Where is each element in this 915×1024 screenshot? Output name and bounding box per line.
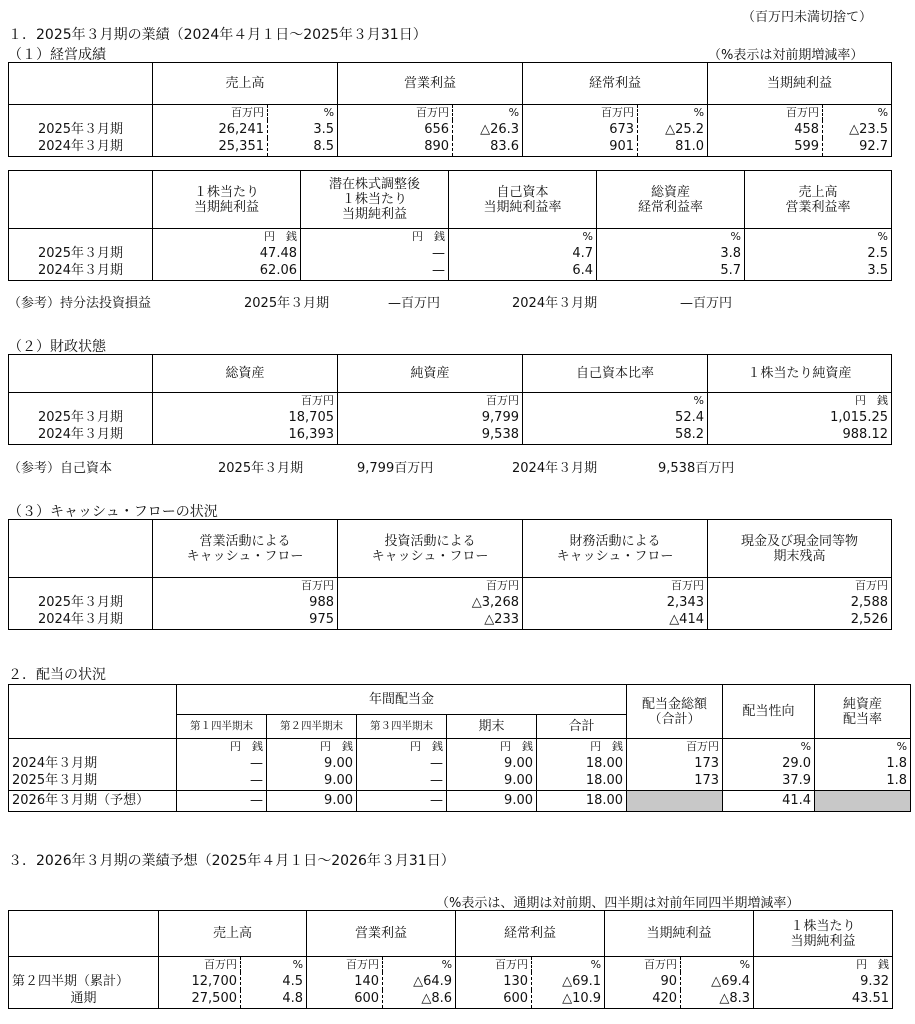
cell: 9.00 xyxy=(267,754,357,772)
table-row xyxy=(9,790,911,811)
cell: — xyxy=(357,754,447,772)
table-row xyxy=(9,990,893,1008)
cell: 12,700 xyxy=(191,973,237,989)
unit-cell: 円 銭 xyxy=(153,229,301,245)
unit-cell: 百万円 xyxy=(153,105,268,121)
unit-cell: 百万円 xyxy=(523,578,708,594)
table-row xyxy=(9,244,892,262)
equity-ref-period2: 2024年３月期 xyxy=(512,461,598,476)
cell: 599 xyxy=(708,138,823,156)
cell: 1.8 xyxy=(815,754,911,772)
unit-cell: 百万円 xyxy=(153,578,338,594)
cell: 988.12 xyxy=(708,426,892,444)
cell: 458 xyxy=(794,121,820,137)
cell: 173 xyxy=(627,754,723,772)
header-total-assets: 総資産 xyxy=(153,355,338,393)
header-forecast-operating-profit: 営業利益 xyxy=(307,911,456,957)
cell: 600 xyxy=(456,990,532,1008)
cell: — xyxy=(177,790,267,811)
cell: 600 xyxy=(307,990,383,1008)
cell: 988 xyxy=(153,593,338,611)
cell: △233 xyxy=(338,611,523,629)
unit-cell: 百万円 xyxy=(153,393,338,409)
cell: 92.7 xyxy=(823,138,892,156)
cell: 18,705 xyxy=(153,408,338,426)
cell: 2,588 xyxy=(708,593,892,611)
row-label: 2025年３月期 xyxy=(9,120,153,138)
unit-cell: 百万円 xyxy=(204,958,237,971)
unit-cell: 百万円 xyxy=(338,578,523,594)
cell: 656 xyxy=(424,121,450,137)
header-forecast-sales: 売上高 xyxy=(159,911,307,957)
header-financing-cf: 財務活動による キャッシュ・フロー xyxy=(523,520,708,578)
cell: 58.2 xyxy=(523,426,708,444)
row-label: 2026年３月期（予想） xyxy=(9,790,177,811)
cell xyxy=(815,790,911,811)
cell: 43.51 xyxy=(754,990,893,1008)
cell: △64.9 xyxy=(383,972,456,990)
table-row xyxy=(9,754,911,772)
row-label: 2025年３月期 xyxy=(9,408,153,426)
cell: 18.00 xyxy=(537,790,627,811)
unit-cell: 百万円 xyxy=(495,958,529,971)
header-operating-profit: 営業利益 xyxy=(338,63,523,105)
cell: 18.00 xyxy=(537,772,627,790)
cell: 18.00 xyxy=(537,754,627,772)
cell: 26,241 xyxy=(218,121,264,137)
cell: 4.5 xyxy=(241,972,307,990)
cell: 9,538 xyxy=(338,426,523,444)
unit-cell: % xyxy=(241,957,307,973)
cell: 25,351 xyxy=(153,138,268,156)
unit-cell: 百万円 xyxy=(416,106,450,119)
dividends-table xyxy=(8,684,911,812)
table-row xyxy=(9,611,892,629)
cell: 173 xyxy=(627,772,723,790)
row-label: 2024年３月期 xyxy=(9,754,177,772)
equity-ref-label: （参考）自己資本 xyxy=(8,461,113,476)
equity-method-ref-period2: 2024年３月期 xyxy=(512,296,598,311)
forecast-title: ３．2026年３月期の業績予想（2025年４月１日～2026年３月31日） xyxy=(8,853,455,869)
header-sales: 売上高 xyxy=(153,63,338,105)
cell: 27,500 xyxy=(159,990,241,1008)
cell: 2,343 xyxy=(523,593,708,611)
operating-results-note: （%表示は対前期増減率） xyxy=(708,48,864,63)
cell: 47.48 xyxy=(153,244,301,262)
unit-cell: 百万円 xyxy=(786,106,820,119)
table-row xyxy=(9,426,892,444)
unit-cell: 百万円 xyxy=(627,739,723,755)
table-row xyxy=(9,972,893,990)
cell: 673 xyxy=(609,121,635,137)
cell: 975 xyxy=(153,611,338,629)
cell: 2.5 xyxy=(745,244,892,262)
unit-cell: 百万円 xyxy=(601,106,635,119)
header-ordinary-profit: 経常利益 xyxy=(523,63,708,105)
cell: 4.7 xyxy=(449,244,597,262)
header-roa: 総資産 経常利益率 xyxy=(597,171,745,229)
cell: 140 xyxy=(354,973,380,989)
cell: — xyxy=(301,262,449,280)
header-investing-cf: 投資活動による キャッシュ・フロー xyxy=(338,520,523,578)
cell: 4.8 xyxy=(241,990,307,1008)
cell: 901 xyxy=(523,138,638,156)
cell: 9.00 xyxy=(267,790,357,811)
row-label: 通期 xyxy=(9,990,159,1008)
equity-method-ref-value1: —百万円 xyxy=(388,296,441,311)
header-forecast-eps: １株当たり 当期純利益 xyxy=(754,911,893,957)
header-dividend-on-equity: 純資産 配当率 xyxy=(815,685,911,739)
unit-cell: % xyxy=(383,957,456,973)
table-row xyxy=(9,138,892,156)
header-forecast-ordinary-profit: 経常利益 xyxy=(456,911,605,957)
cell: 9.00 xyxy=(447,790,537,811)
unit-cell: % xyxy=(815,739,911,755)
equity-method-ref-period1: 2025年３月期 xyxy=(244,296,330,311)
cell: 1.8 xyxy=(815,772,911,790)
cell: 81.0 xyxy=(638,138,708,156)
cell: △8.3 xyxy=(681,990,754,1008)
cell: 890 xyxy=(338,138,453,156)
header-roe: 自己資本 当期純利益率 xyxy=(449,171,597,229)
cell: — xyxy=(177,772,267,790)
cell: — xyxy=(177,754,267,772)
dividends-title: ２．配当の状況 xyxy=(8,667,106,683)
header-q1: 第１四半期末 xyxy=(177,715,267,739)
cell: 130 xyxy=(503,973,529,989)
cell: 6.4 xyxy=(449,262,597,280)
unit-cell: % xyxy=(823,105,892,121)
header-cash-balance: 現金及び現金同等物 期末残高 xyxy=(708,520,892,578)
cell: △3,268 xyxy=(338,593,523,611)
cell: 90 xyxy=(660,973,678,989)
cell: 9.00 xyxy=(447,772,537,790)
unit-cell: % xyxy=(597,229,745,245)
table-row xyxy=(9,120,892,138)
header-year-end: 期末 xyxy=(447,715,537,739)
equity-ref-period1: 2025年３月期 xyxy=(218,461,304,476)
cell: △25.2 xyxy=(638,120,708,138)
cell: △26.3 xyxy=(453,120,523,138)
header-q3: 第３四半期末 xyxy=(357,715,447,739)
row-label: 2025年３月期 xyxy=(9,772,177,790)
unit-cell: 円 銭 xyxy=(708,393,892,409)
unit-cell: % xyxy=(745,229,892,245)
header-eps: １株当たり 当期純利益 xyxy=(153,171,301,229)
cell: 3.8 xyxy=(597,244,745,262)
unit-cell: 百万円 xyxy=(346,958,380,971)
cell: 9.32 xyxy=(754,972,893,990)
row-label: 2024年３月期 xyxy=(9,262,153,280)
cell: △23.5 xyxy=(823,120,892,138)
unit-cell: 円 銭 xyxy=(537,739,627,755)
forecast-note: （%表示は、通期は対前期、四半期は対前年同四半期増減率） xyxy=(436,896,800,911)
per-share-table xyxy=(8,170,892,281)
cell: 9.00 xyxy=(447,754,537,772)
table-row xyxy=(9,262,892,280)
unit-cell: 円 銭 xyxy=(177,739,267,755)
cell: 37.9 xyxy=(723,772,815,790)
row-label: 2024年３月期 xyxy=(9,138,153,156)
cash-flow-title: （３）キャッシュ・フローの状況 xyxy=(8,504,218,520)
unit-cell: % xyxy=(638,105,708,121)
row-label: 第２四半期（累計） xyxy=(9,972,159,990)
header-diluted-eps: 潜在株式調整後 １株当たり 当期純利益 xyxy=(301,171,449,229)
cell: 2,526 xyxy=(708,611,892,629)
row-label: 2024年３月期 xyxy=(9,426,153,444)
header-net-assets: 純資産 xyxy=(338,355,523,393)
financial-position-title: （２）財政状態 xyxy=(8,339,106,355)
equity-ref-value1: 9,799百万円 xyxy=(357,461,434,476)
unit-cell: % xyxy=(449,229,597,245)
unit-cell: 円 銭 xyxy=(357,739,447,755)
cell: △10.9 xyxy=(532,990,605,1008)
cash-flow-table xyxy=(8,519,892,630)
cell: △69.4 xyxy=(681,972,754,990)
table-row xyxy=(9,772,911,790)
unit-note: （百万円未満切捨て） xyxy=(742,10,873,25)
header-forecast-net-income: 当期純利益 xyxy=(605,911,754,957)
unit-cell: % xyxy=(523,393,708,409)
unit-cell: % xyxy=(532,957,605,973)
cell xyxy=(627,790,723,811)
header-q2: 第２四半期末 xyxy=(267,715,357,739)
header-equity-ratio: 自己資本比率 xyxy=(523,355,708,393)
unit-cell: % xyxy=(723,739,815,755)
cell: 52.4 xyxy=(523,408,708,426)
header-net-income: 当期純利益 xyxy=(708,63,892,105)
cell: 3.5 xyxy=(745,262,892,280)
header-payout-ratio: 配当性向 xyxy=(723,685,815,739)
section1-title: １．2025年３月期の業績（2024年４月１日～2025年３月31日） xyxy=(8,27,427,43)
header-total: 合計 xyxy=(537,715,627,739)
header-operating-margin: 売上高 営業利益率 xyxy=(745,171,892,229)
operating-results-table xyxy=(8,62,892,157)
row-label: 2025年３月期 xyxy=(9,593,153,611)
unit-cell: 円 銭 xyxy=(754,957,893,973)
unit-cell: % xyxy=(268,105,338,121)
cell: 29.0 xyxy=(723,754,815,772)
unit-cell: 百万円 xyxy=(338,393,523,409)
cell: 62.06 xyxy=(153,262,301,280)
operating-results-title: （１）経営成績 xyxy=(8,47,106,63)
cell: △414 xyxy=(523,611,708,629)
unit-cell: 円 銭 xyxy=(267,739,357,755)
cell: 3.5 xyxy=(268,120,338,138)
unit-cell: 百万円 xyxy=(644,958,678,971)
unit-cell: 円 銭 xyxy=(301,229,449,245)
unit-cell: % xyxy=(453,105,523,121)
cell: 420 xyxy=(605,990,681,1008)
cell: 16,393 xyxy=(153,426,338,444)
unit-cell: 円 銭 xyxy=(447,739,537,755)
table-row xyxy=(9,408,892,426)
cell: 5.7 xyxy=(597,262,745,280)
cell: 9.00 xyxy=(267,772,357,790)
cell: 8.5 xyxy=(268,138,338,156)
header-annual-dividends: 年間配当金 xyxy=(177,685,627,715)
table-row xyxy=(9,593,892,611)
row-label: 2024年３月期 xyxy=(9,611,153,629)
header-total-dividends: 配当金総額 （合計） xyxy=(627,685,723,739)
header-bps: １株当たり純資産 xyxy=(708,355,892,393)
cell: △69.1 xyxy=(532,972,605,990)
equity-method-ref-label: （参考）持分法投資損益 xyxy=(8,296,152,311)
cell: 41.4 xyxy=(723,790,815,811)
cell: 9,799 xyxy=(338,408,523,426)
cell: 1,015.25 xyxy=(708,408,892,426)
cell: — xyxy=(301,244,449,262)
unit-cell: % xyxy=(681,957,754,973)
equity-ref-value2: 9,538百万円 xyxy=(658,461,735,476)
cell: 83.6 xyxy=(453,138,523,156)
cell: — xyxy=(357,790,447,811)
forecast-table xyxy=(8,910,893,1009)
equity-method-ref-value2: —百万円 xyxy=(680,296,733,311)
row-label: 2025年３月期 xyxy=(9,244,153,262)
cell: △8.6 xyxy=(383,990,456,1008)
financial-position-table xyxy=(8,354,892,445)
cell: — xyxy=(357,772,447,790)
unit-cell: 百万円 xyxy=(708,578,892,594)
header-operating-cf: 営業活動による キャッシュ・フロー xyxy=(153,520,338,578)
